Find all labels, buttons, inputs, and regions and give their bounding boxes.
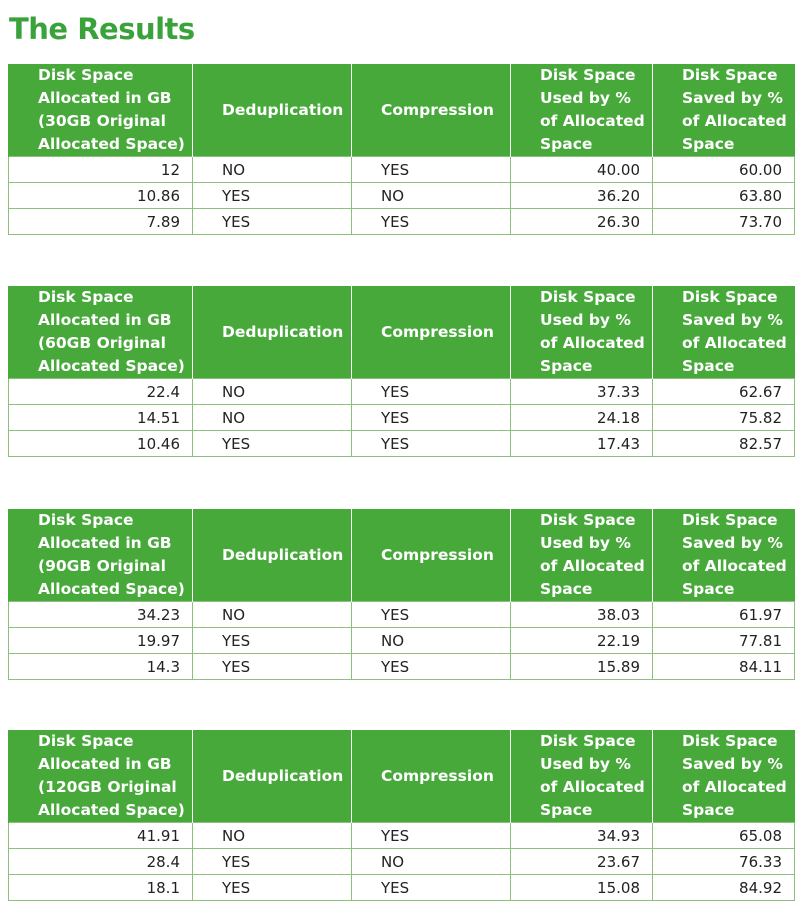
cell-used-percent: 15.08: [511, 875, 653, 901]
cell-compression: YES: [352, 209, 511, 235]
cell-compression: YES: [352, 405, 511, 431]
header-label: Disk Space Allocated in GB (60GB Original Allocated Space): [38, 288, 185, 375]
header-label: Disk Space Used by % of Allocated Space: [540, 511, 645, 598]
cell-allocated-gb: 28.4: [9, 849, 193, 875]
cell-saved-percent: 84.11: [653, 654, 795, 680]
header-compression: [352, 286, 511, 379]
header-label: Deduplication: [222, 545, 344, 564]
page-title: The Results: [9, 12, 195, 46]
cell-used-percent: 38.03: [511, 602, 653, 628]
header-label: Compression: [381, 545, 494, 564]
header-label: Disk Space Saved by % of Allocated Space: [682, 732, 787, 819]
header-used-percent: [511, 509, 653, 602]
cell-used-percent: 15.89: [511, 654, 653, 680]
cell-used-percent: 34.93: [511, 823, 653, 849]
cell-compression: NO: [352, 849, 511, 875]
header-used-percent: [511, 730, 653, 823]
cell-compression: YES: [352, 379, 511, 405]
header-compression: [352, 730, 511, 823]
cell-deduplication: YES: [193, 875, 352, 901]
header-label: Disk Space Saved by % of Allocated Space: [682, 511, 787, 598]
cell-deduplication: NO: [193, 405, 352, 431]
header-allocated-gb: [9, 730, 193, 823]
header-deduplication: [193, 509, 352, 602]
header-label: Compression: [381, 322, 494, 341]
cell-saved-percent: 84.92: [653, 875, 795, 901]
cell-compression: NO: [352, 183, 511, 209]
table-row: [9, 157, 795, 183]
cell-saved-percent: 76.33: [653, 849, 795, 875]
table-row: [9, 823, 795, 849]
header-label: Disk Space Used by % of Allocated Space: [540, 732, 645, 819]
header-used-percent: [511, 64, 653, 157]
cell-saved-percent: 73.70: [653, 209, 795, 235]
table-row: [9, 183, 795, 209]
cell-allocated-gb: 10.46: [9, 431, 193, 457]
header-compression: [352, 509, 511, 602]
header-allocated-gb: [9, 64, 193, 157]
table-row: [9, 431, 795, 457]
cell-saved-percent: 77.81: [653, 628, 795, 654]
cell-used-percent: 22.19: [511, 628, 653, 654]
header-saved-percent: [653, 286, 795, 379]
cell-deduplication: NO: [193, 823, 352, 849]
header-row: [9, 509, 795, 602]
header-allocated-gb: [9, 286, 193, 379]
table-row: [9, 628, 795, 654]
cell-saved-percent: 60.00: [653, 157, 795, 183]
header-allocated-gb: [9, 509, 193, 602]
table-row: [9, 602, 795, 628]
table-row: [9, 654, 795, 680]
cell-deduplication: YES: [193, 183, 352, 209]
cell-allocated-gb: 34.23: [9, 602, 193, 628]
header-label: Disk Space Allocated in GB (90GB Original Allocated Space): [38, 511, 185, 598]
cell-saved-percent: 75.82: [653, 405, 795, 431]
cell-used-percent: 17.43: [511, 431, 653, 457]
cell-deduplication: NO: [193, 602, 352, 628]
header-label: Disk Space Used by % of Allocated Space: [540, 66, 645, 153]
cell-saved-percent: 82.57: [653, 431, 795, 457]
cell-allocated-gb: 10.86: [9, 183, 193, 209]
cell-saved-percent: 62.67: [653, 379, 795, 405]
cell-deduplication: YES: [193, 628, 352, 654]
cell-deduplication: NO: [193, 157, 352, 183]
cell-used-percent: 24.18: [511, 405, 653, 431]
header-label: Disk Space Saved by % of Allocated Space: [682, 66, 787, 153]
cell-compression: YES: [352, 875, 511, 901]
header-label: Disk Space Allocated in GB (30GB Original Allocated Space): [38, 66, 185, 153]
header-used-percent: [511, 286, 653, 379]
header-deduplication: [193, 286, 352, 379]
cell-used-percent: 37.33: [511, 379, 653, 405]
header-row: [9, 64, 795, 157]
header-saved-percent: [653, 730, 795, 823]
cell-saved-percent: 61.97: [653, 602, 795, 628]
header-saved-percent: [653, 509, 795, 602]
header-label: Deduplication: [222, 100, 344, 119]
cell-allocated-gb: 19.97: [9, 628, 193, 654]
table-row: [9, 405, 795, 431]
header-compression: [352, 64, 511, 157]
header-label: Deduplication: [222, 766, 344, 785]
cell-deduplication: YES: [193, 209, 352, 235]
header-label: Compression: [381, 100, 494, 119]
header-row: [9, 730, 795, 823]
cell-allocated-gb: 14.3: [9, 654, 193, 680]
cell-allocated-gb: 12: [9, 157, 193, 183]
cell-allocated-gb: 22.4: [9, 379, 193, 405]
cell-compression: YES: [352, 654, 511, 680]
results-table: [8, 286, 795, 457]
cell-deduplication: YES: [193, 431, 352, 457]
cell-used-percent: 36.20: [511, 183, 653, 209]
cell-allocated-gb: 7.89: [9, 209, 193, 235]
cell-compression: YES: [352, 157, 511, 183]
header-label: Compression: [381, 766, 494, 785]
cell-allocated-gb: 18.1: [9, 875, 193, 901]
cell-saved-percent: 63.80: [653, 183, 795, 209]
cell-compression: YES: [352, 602, 511, 628]
header-label: Disk Space Used by % of Allocated Space: [540, 288, 645, 375]
header-label: Disk Space Allocated in GB (120GB Original Allocated Space): [38, 732, 185, 819]
cell-deduplication: NO: [193, 379, 352, 405]
table-row: [9, 379, 795, 405]
table-row: [9, 209, 795, 235]
cell-used-percent: 23.67: [511, 849, 653, 875]
results-table: [8, 730, 795, 901]
table-row: [9, 849, 795, 875]
results-table: [8, 509, 795, 680]
table-row: [9, 875, 795, 901]
cell-deduplication: YES: [193, 849, 352, 875]
cell-used-percent: 40.00: [511, 157, 653, 183]
cell-saved-percent: 65.08: [653, 823, 795, 849]
header-deduplication: [193, 64, 352, 157]
cell-compression: YES: [352, 431, 511, 457]
header-deduplication: [193, 730, 352, 823]
header-label: Deduplication: [222, 322, 344, 341]
cell-allocated-gb: 14.51: [9, 405, 193, 431]
cell-compression: NO: [352, 628, 511, 654]
header-saved-percent: [653, 64, 795, 157]
header-label: Disk Space Saved by % of Allocated Space: [682, 288, 787, 375]
cell-compression: YES: [352, 823, 511, 849]
results-table: [8, 64, 795, 235]
cell-allocated-gb: 41.91: [9, 823, 193, 849]
header-row: [9, 286, 795, 379]
cell-used-percent: 26.30: [511, 209, 653, 235]
cell-deduplication: YES: [193, 654, 352, 680]
